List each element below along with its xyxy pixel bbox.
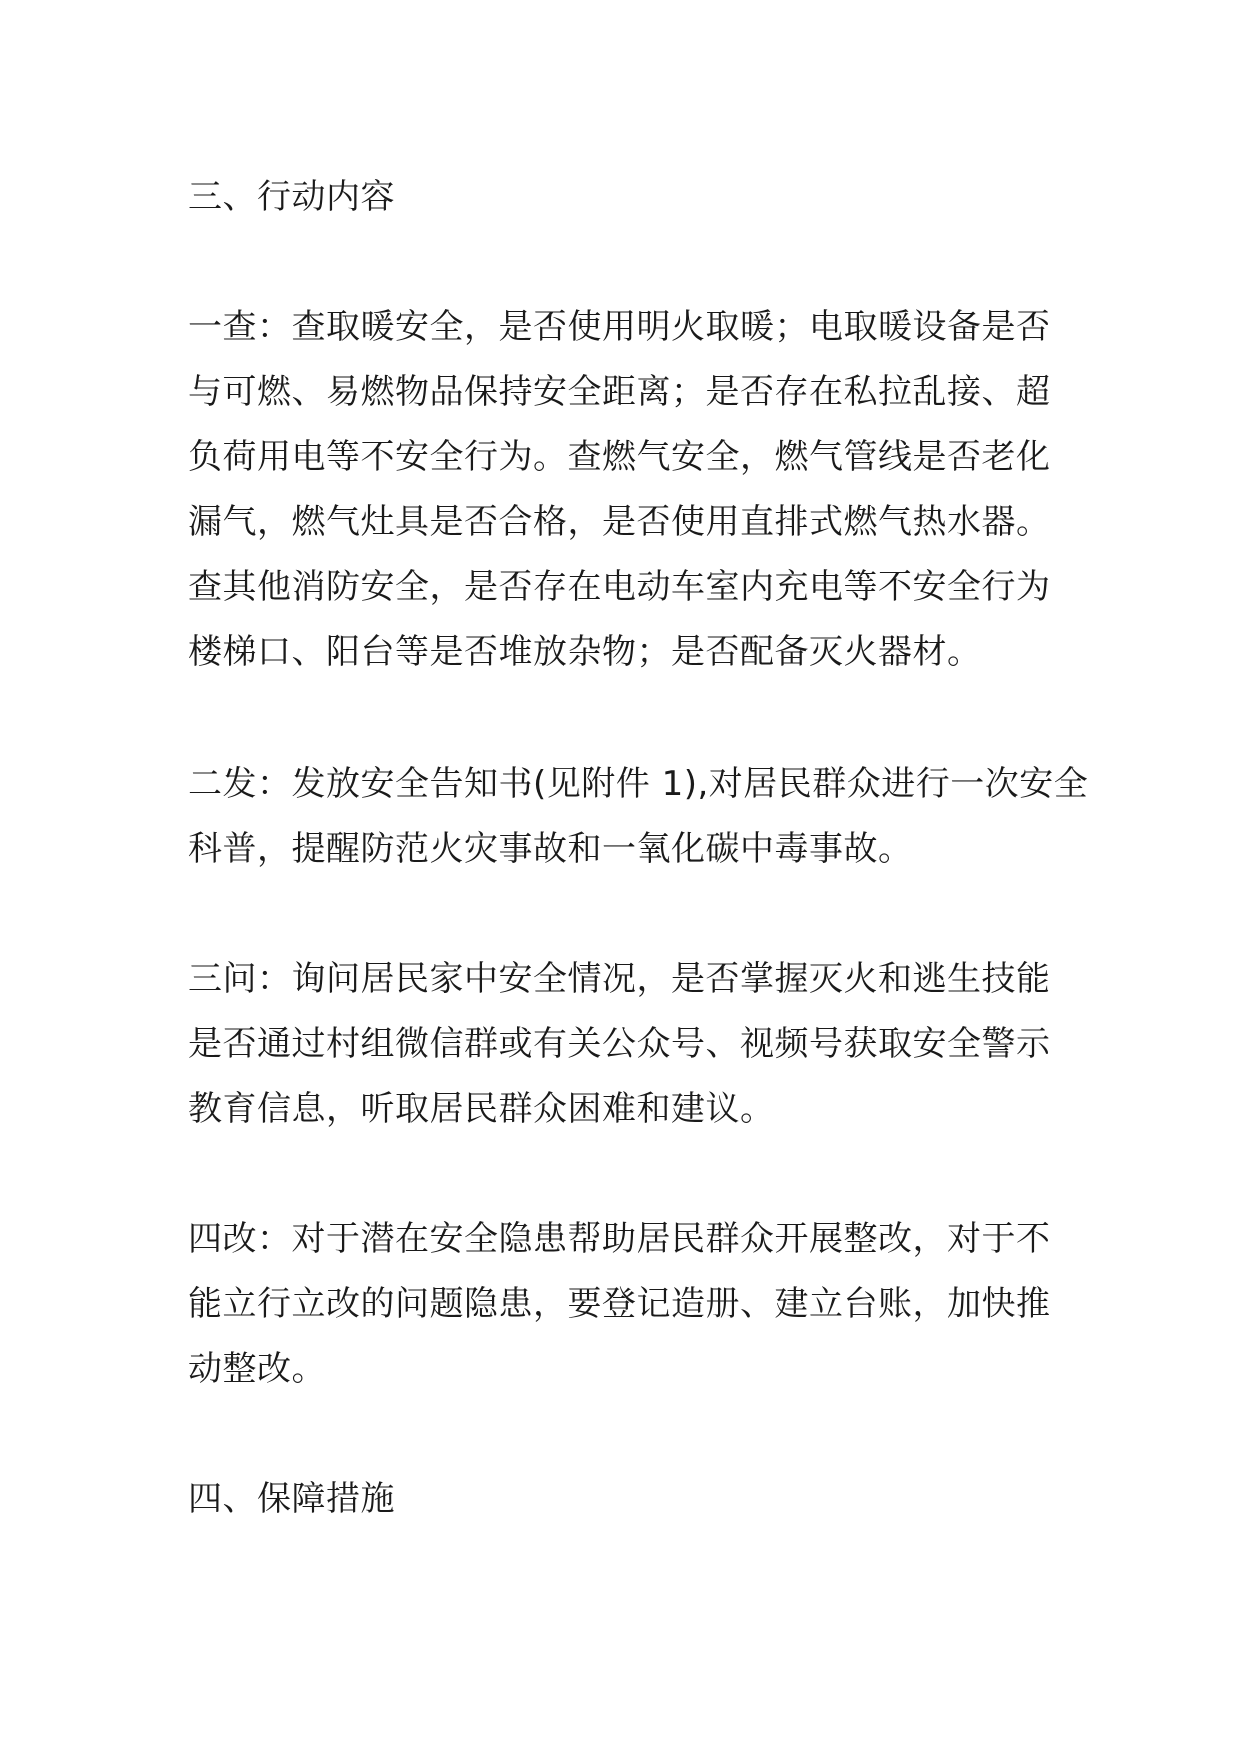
paragraph-line: 漏气，燃气灶具是否合格，是否使用直排式燃气热水器。 [188, 502, 1051, 542]
paragraph-line: 能立行立改的问题隐患，要登记造册、建立台账，加快推 [188, 1284, 1051, 1324]
section-heading-action-content [188, 165, 1068, 230]
paragraph-ask [188, 947, 1068, 1142]
paragraph-line: 三问：询问居民家中安全情况，是否掌握灭火和逃生技能 [188, 959, 1051, 999]
paragraph-distribute [188, 752, 1089, 882]
heading-text: 四、保障措施 [188, 1479, 395, 1519]
paragraph-line: 四改：对于潜在安全隐患帮助居民群众开展整改，对于不 [188, 1219, 1051, 1259]
paragraph-line: 教育信息，听取居民群众困难和建议。 [188, 1089, 775, 1129]
paragraph-line: 一查：查取暖安全，是否使用明火取暖；电取暖设备是否 [188, 307, 1051, 347]
paragraph-check [188, 295, 1068, 685]
paragraph-line: 查其他消防安全，是否存在电动车室内充电等不安全行为 [188, 567, 1051, 607]
heading-text: 三、行动内容 [188, 177, 395, 217]
paragraph-line: 二发：发放安全告知书(见附件 1),对居民群众进行一次安全 [188, 764, 1089, 804]
paragraph-line: 是否通过村组微信群或有关公众号、视频号获取安全警示 [188, 1024, 1051, 1064]
paragraph-line: 与可燃、易燃物品保持安全距离；是否存在私拉乱接、超 [188, 372, 1051, 412]
paragraph-line: 负荷用电等不安全行为。查燃气安全，燃气管线是否老化 [188, 437, 1051, 477]
paragraph-line: 楼梯口、阳台等是否堆放杂物；是否配备灭火器材。 [188, 632, 982, 672]
paragraph-rectify [188, 1207, 1068, 1402]
paragraph-line: 动整改。 [188, 1349, 326, 1389]
paragraph-line: 科普，提醒防范火灾事故和一氧化碳中毒事故。 [188, 829, 913, 869]
section-heading-safeguard [188, 1467, 1068, 1532]
